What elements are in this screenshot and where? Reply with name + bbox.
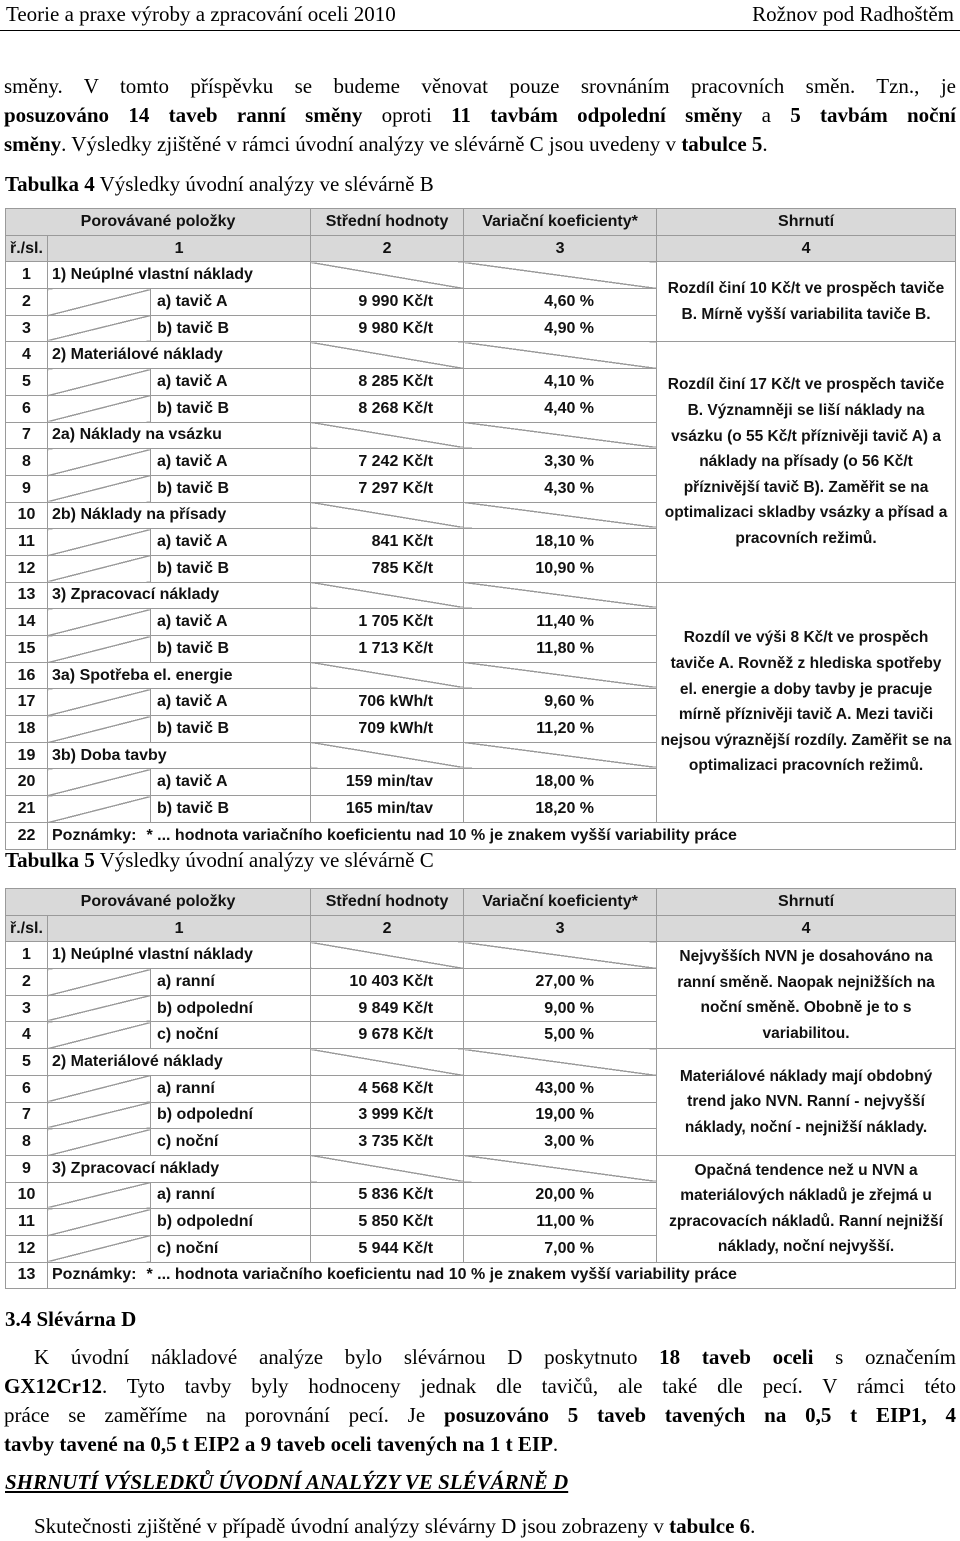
row-number: 10 — [6, 1182, 48, 1209]
indent-cell — [48, 689, 151, 716]
indent-cell — [48, 636, 151, 663]
item-label: c) noční — [151, 1235, 311, 1262]
indent-cell — [48, 1182, 151, 1209]
table-header-row — [6, 209, 956, 236]
summary-cell: Rozdíl ve výši 8 Kč/t ve prospěch taviče A. Rovněž z hlediska spotřeby el. energie a doby tavby je pracuje mírně příznivěji tavič A. Mezi taviči nejsou výraznější rozdíly. Zaměřit se na optimalizaci pracovních režimů. — [657, 582, 956, 822]
cv-value: 27,00 % — [464, 969, 657, 996]
table-colnum-row — [6, 235, 956, 262]
item-label: b) tavič B — [151, 395, 311, 422]
table-row — [6, 1155, 956, 1182]
intro-text: oproti — [362, 103, 452, 127]
mean-value: 709 kWh/t — [311, 716, 464, 743]
item-label: b) tavič B — [151, 716, 311, 743]
indent-cell — [48, 1102, 151, 1129]
table-row — [6, 582, 956, 609]
table-colnum-row — [6, 915, 956, 942]
cv-value: 11,40 % — [464, 609, 657, 636]
mean-value: 3 999 Kč/t — [311, 1102, 464, 1129]
row-number: 3 — [6, 995, 48, 1022]
para-bold: tavby tavené na 0,5 t EIP2 a 9 taveb oceli tavených na 1 t EIP — [4, 1432, 553, 1456]
cv-value: 9,00 % — [464, 995, 657, 1022]
row-number: 14 — [6, 609, 48, 636]
row-number: 21 — [6, 796, 48, 823]
row-number: 18 — [6, 716, 48, 743]
para-text: . — [750, 1514, 756, 1538]
mean-value: 841 Kč/t — [311, 529, 464, 556]
mean-value: 3 735 Kč/t — [311, 1129, 464, 1156]
para-text: s označením — [813, 1345, 956, 1369]
mean-value: 785 Kč/t — [311, 555, 464, 582]
cv-value: 7,00 % — [464, 1235, 657, 1262]
item-label: a) tavič A — [151, 529, 311, 556]
item-label: a) ranní — [151, 1182, 311, 1209]
empty-mean-cell — [311, 262, 464, 289]
colnum-2: 2 — [311, 235, 464, 262]
indent-cell — [48, 1022, 151, 1049]
item-label: b) tavič B — [151, 636, 311, 663]
mean-value: 1 713 Kč/t — [311, 636, 464, 663]
table5 — [5, 888, 956, 1289]
header-cv: Variační koeficienty* — [464, 209, 657, 236]
row-number: 2 — [6, 289, 48, 316]
intro-text: . — [762, 132, 768, 156]
header-means: Střední hodnoty — [311, 209, 464, 236]
colnum-3: 3 — [464, 235, 657, 262]
intro-text: a — [742, 103, 791, 127]
indent-cell — [48, 555, 151, 582]
intro-paragraph — [4, 72, 956, 159]
mean-value: 165 min/tav — [311, 796, 464, 823]
item-label: a) tavič A — [151, 449, 311, 476]
cv-value: 11,80 % — [464, 636, 657, 663]
empty-cv-cell — [464, 422, 657, 449]
intro-bold: 11 tavbám odpolední směny — [451, 103, 743, 127]
empty-cv-cell — [464, 502, 657, 529]
intro-bold: posuzováno 14 taveb ranní směny — [4, 103, 363, 127]
colnum-4: 4 — [657, 235, 956, 262]
header-items: Porovávané položky — [6, 889, 311, 916]
indent-cell — [48, 369, 151, 396]
colnum-4: 4 — [657, 915, 956, 942]
section-paragraph — [4, 1343, 956, 1459]
table4 — [5, 208, 956, 850]
item-label: b) odpolední — [151, 1209, 311, 1236]
group-label: 2) Materiálové náklady — [48, 342, 311, 369]
mean-value: 8 285 Kč/t — [311, 369, 464, 396]
item-label: c) noční — [151, 1129, 311, 1156]
intro-line-3 — [4, 130, 956, 159]
header-summary: Shrnutí — [657, 889, 956, 916]
group-label: 3) Zpracovací náklady — [48, 582, 311, 609]
empty-cv-cell — [464, 1049, 657, 1076]
empty-cv-cell — [464, 262, 657, 289]
summary-subheading: SHRNUTÍ VÝSLEDKŮ ÚVODNÍ ANALÝZY VE SLÉVÁRNĚ D — [5, 1470, 569, 1494]
mean-value: 706 kWh/t — [311, 689, 464, 716]
summary-cell: Opačná tendence než u NVN a materiálových nákladů je zřejmá u zpracovacích nákladů. Ranní nejnižší náklady, noční nejvyšší. — [657, 1155, 956, 1262]
empty-mean-cell — [311, 342, 464, 369]
cv-value: 4,10 % — [464, 369, 657, 396]
row-number: 12 — [6, 555, 48, 582]
group-label: 1) Neúplné vlastní náklady — [48, 942, 311, 969]
indent-cell — [48, 289, 151, 316]
row-number: 7 — [6, 1102, 48, 1129]
group-label: 3b) Doba tavby — [48, 742, 311, 769]
indent-cell — [48, 1235, 151, 1262]
intro-bold: 5 tavbám noční — [790, 103, 957, 127]
group-label: 2) Materiálové náklady — [48, 1049, 311, 1076]
indent-cell — [48, 315, 151, 342]
page-header — [0, 0, 960, 31]
note-row — [6, 822, 956, 849]
intro-bold: tabulce 5 — [681, 132, 763, 156]
intro-line-1 — [4, 72, 956, 101]
summary-cell: Rozdíl činí 10 Kč/t ve prospěch taviče B. Mírně vyšší variabilita taviče B. — [657, 262, 956, 342]
table-header-row — [6, 889, 956, 916]
note-label: Poznámky: — [52, 1266, 137, 1284]
cv-value: 9,60 % — [464, 689, 657, 716]
row-number: 13 — [6, 582, 48, 609]
colnum-1: 1 — [48, 235, 311, 262]
item-label: b) tavič B — [151, 475, 311, 502]
item-label: a) tavič A — [151, 609, 311, 636]
note-label: Poznámky: — [52, 826, 137, 844]
empty-mean-cell — [311, 502, 464, 529]
empty-cv-cell — [464, 582, 657, 609]
cv-value: 11,00 % — [464, 1209, 657, 1236]
empty-mean-cell — [311, 662, 464, 689]
table-row — [6, 262, 956, 289]
header-items: Porovávané položky — [6, 209, 311, 236]
para-bold: posuzováno 5 taveb tavených na 0,5 t EIP1, 4 — [443, 1403, 956, 1427]
group-label: 2a) Náklady na vsázku — [48, 422, 311, 449]
caption-text: Výsledky úvodní analýzy ve slévárně B — [94, 172, 434, 196]
group-label: 2b) Náklady na přísady — [48, 502, 311, 529]
table-row — [6, 942, 956, 969]
colnum-1: 1 — [48, 915, 311, 942]
empty-mean-cell — [311, 742, 464, 769]
cv-value: 3,30 % — [464, 449, 657, 476]
para-text: práce se zaměříme na porovnání pecí. Je — [4, 1403, 444, 1427]
row-number: 6 — [6, 1075, 48, 1102]
empty-cv-cell — [464, 742, 657, 769]
indent-cell — [48, 449, 151, 476]
mean-value: 1 705 Kč/t — [311, 609, 464, 636]
section-line-2 — [4, 1372, 956, 1401]
indent-cell — [48, 995, 151, 1022]
empty-mean-cell — [311, 582, 464, 609]
cv-value: 4,30 % — [464, 475, 657, 502]
cv-value: 4,40 % — [464, 395, 657, 422]
empty-mean-cell — [311, 422, 464, 449]
mean-value: 7 297 Kč/t — [311, 475, 464, 502]
mean-value: 5 944 Kč/t — [311, 1235, 464, 1262]
mean-value: 4 568 Kč/t — [311, 1075, 464, 1102]
para-text: . Tyto tavby byly hodnoceny jednak dle tavičů, ale také dle pecí. V rámci této — [102, 1374, 956, 1398]
note-text: * ... hodnota variačního koeficientu nad 10 % je znakem vyšší variability práce — [146, 1266, 737, 1284]
section-line-1 — [4, 1343, 956, 1372]
closing-line — [4, 1512, 956, 1541]
section-line-4 — [4, 1430, 956, 1459]
row-number: 8 — [6, 449, 48, 476]
table4-caption — [5, 172, 434, 197]
para-bold: GX12Cr12 — [4, 1374, 102, 1398]
para-bold: 18 taveb oceli — [659, 1345, 814, 1369]
header-location: Rožnov pod Radhoštěm — [752, 2, 954, 26]
row-number: 11 — [6, 529, 48, 556]
empty-mean-cell — [311, 942, 464, 969]
item-label: a) tavič A — [151, 369, 311, 396]
table5-caption — [5, 848, 434, 873]
header-means: Střední hodnoty — [311, 889, 464, 916]
item-label: a) tavič A — [151, 689, 311, 716]
row-number: 3 — [6, 315, 48, 342]
indent-cell — [48, 1209, 151, 1236]
row-number: 9 — [6, 1155, 48, 1182]
section-heading: 3.4 Slévárna D — [5, 1307, 137, 1331]
row-number: 19 — [6, 742, 48, 769]
intro-text: směny. V tomto příspěvku se budeme věnovat pouze srovnáním pracovních směn. Tzn., je — [4, 74, 956, 98]
header-cv: Variační koeficienty* — [464, 889, 657, 916]
empty-cv-cell — [464, 342, 657, 369]
cv-value: 20,00 % — [464, 1182, 657, 1209]
cv-value: 3,00 % — [464, 1129, 657, 1156]
header-title: Teorie a praxe výroby a zpracování oceli 2010 — [6, 2, 396, 26]
intro-line-2 — [4, 101, 956, 130]
row-number: 16 — [6, 662, 48, 689]
cv-value: 5,00 % — [464, 1022, 657, 1049]
item-label: a) ranní — [151, 1075, 311, 1102]
row-number: 1 — [6, 942, 48, 969]
caption-label: Tabulka 4 — [5, 172, 95, 196]
colnum-rowcol: ř./sl. — [6, 915, 48, 942]
mean-value: 9 678 Kč/t — [311, 1022, 464, 1049]
colnum-rowcol: ř./sl. — [6, 235, 48, 262]
empty-cv-cell — [464, 662, 657, 689]
table-row — [6, 1049, 956, 1076]
mean-value: 5 850 Kč/t — [311, 1209, 464, 1236]
cv-value: 18,20 % — [464, 796, 657, 823]
indent-cell — [48, 796, 151, 823]
row-number: 8 — [6, 1129, 48, 1156]
indent-cell — [48, 969, 151, 996]
mean-value: 9 849 Kč/t — [311, 995, 464, 1022]
cv-value: 4,60 % — [464, 289, 657, 316]
colnum-2: 2 — [311, 915, 464, 942]
colnum-3: 3 — [464, 915, 657, 942]
intro-text: . Výsledky zjištěné v rámci úvodní analýzy ve slévárně C jsou uvedeny v — [61, 132, 682, 156]
row-number: 4 — [6, 1022, 48, 1049]
para-text: . — [552, 1432, 559, 1456]
mean-value: 10 403 Kč/t — [311, 969, 464, 996]
indent-cell — [48, 395, 151, 422]
indent-cell — [48, 1075, 151, 1102]
row-number: 5 — [6, 369, 48, 396]
item-label: b) tavič B — [151, 555, 311, 582]
cv-value: 18,10 % — [464, 529, 657, 556]
para-text: K úvodní nákladové analýze bylo slévárnou D poskytnuto — [34, 1345, 660, 1369]
para-bold: tabulce 6 — [669, 1514, 751, 1538]
mean-value: 9 990 Kč/t — [311, 289, 464, 316]
summary-cell: Materiálové náklady mají obdobný trend jako NVN. Ranní - nejvyšší náklady, noční - nejnižší náklady. — [657, 1049, 956, 1156]
mean-value: 7 242 Kč/t — [311, 449, 464, 476]
row-number: 6 — [6, 395, 48, 422]
row-number: 17 — [6, 689, 48, 716]
item-label: a) ranní — [151, 969, 311, 996]
row-number: 20 — [6, 769, 48, 796]
row-number: 15 — [6, 636, 48, 663]
note-cell — [48, 1262, 956, 1289]
mean-value: 8 268 Kč/t — [311, 395, 464, 422]
empty-cv-cell — [464, 942, 657, 969]
item-label: a) tavič A — [151, 769, 311, 796]
item-label: c) noční — [151, 1022, 311, 1049]
para-text: Skutečnosti zjištěné v případě úvodní analýzy slévárny D jsou zobrazeny v — [34, 1514, 670, 1538]
group-label: 3a) Spotřeba el. energie — [48, 662, 311, 689]
cv-value: 11,20 % — [464, 716, 657, 743]
group-label: 1) Neúplné vlastní náklady — [48, 262, 311, 289]
table-row — [6, 342, 956, 369]
summary-cell: Nejvyšších NVN je dosahováno na ranní směně. Naopak nejnižších na noční směně. Obobně je to s variabilitou. — [657, 942, 956, 1049]
item-label: b) odpolední — [151, 1102, 311, 1129]
row-number: 2 — [6, 969, 48, 996]
cv-value: 10,90 % — [464, 555, 657, 582]
row-number: 11 — [6, 1209, 48, 1236]
indent-cell — [48, 529, 151, 556]
row-number: 13 — [6, 1262, 48, 1289]
indent-cell — [48, 769, 151, 796]
item-label: a) tavič A — [151, 289, 311, 316]
empty-mean-cell — [311, 1155, 464, 1182]
mean-value: 9 980 Kč/t — [311, 315, 464, 342]
row-number: 5 — [6, 1049, 48, 1076]
indent-cell — [48, 1129, 151, 1156]
section-line-3 — [4, 1401, 956, 1430]
cv-value: 4,90 % — [464, 315, 657, 342]
item-label: b) odpolední — [151, 995, 311, 1022]
note-cell — [48, 822, 956, 849]
row-number: 22 — [6, 822, 48, 849]
cv-value: 43,00 % — [464, 1075, 657, 1102]
row-number: 12 — [6, 1235, 48, 1262]
mean-value: 5 836 Kč/t — [311, 1182, 464, 1209]
indent-cell — [48, 475, 151, 502]
row-number: 7 — [6, 422, 48, 449]
row-number: 9 — [6, 475, 48, 502]
cv-value: 19,00 % — [464, 1102, 657, 1129]
note-row — [6, 1262, 956, 1289]
indent-cell — [48, 716, 151, 743]
row-number: 10 — [6, 502, 48, 529]
note-text: * ... hodnota variačního koeficientu nad 10 % je znakem vyšší variability práce — [146, 826, 737, 844]
caption-label: Tabulka 5 — [5, 848, 95, 872]
group-label: 3) Zpracovací náklady — [48, 1155, 311, 1182]
cv-value: 18,00 % — [464, 769, 657, 796]
item-label: b) tavič B — [151, 315, 311, 342]
item-label: b) tavič B — [151, 796, 311, 823]
caption-text: Výsledky úvodní analýzy ve slévárně C — [94, 848, 434, 872]
indent-cell — [48, 609, 151, 636]
summary-cell: Rozdíl činí 17 Kč/t ve prospěch taviče B. Významněji se liší náklady na vsázku (o 55 Kč/t příznivěji tavič A) a náklady na přísady (o 56 Kč/t příznivější tavič B). Zaměřit se na optimalizaci skladby vsázky a přísad a pracovních režimů. — [657, 342, 956, 582]
empty-cv-cell — [464, 1155, 657, 1182]
row-number: 4 — [6, 342, 48, 369]
intro-bold: směny — [4, 132, 62, 156]
row-number: 1 — [6, 262, 48, 289]
header-summary: Shrnutí — [657, 209, 956, 236]
empty-mean-cell — [311, 1049, 464, 1076]
mean-value: 159 min/tav — [311, 769, 464, 796]
